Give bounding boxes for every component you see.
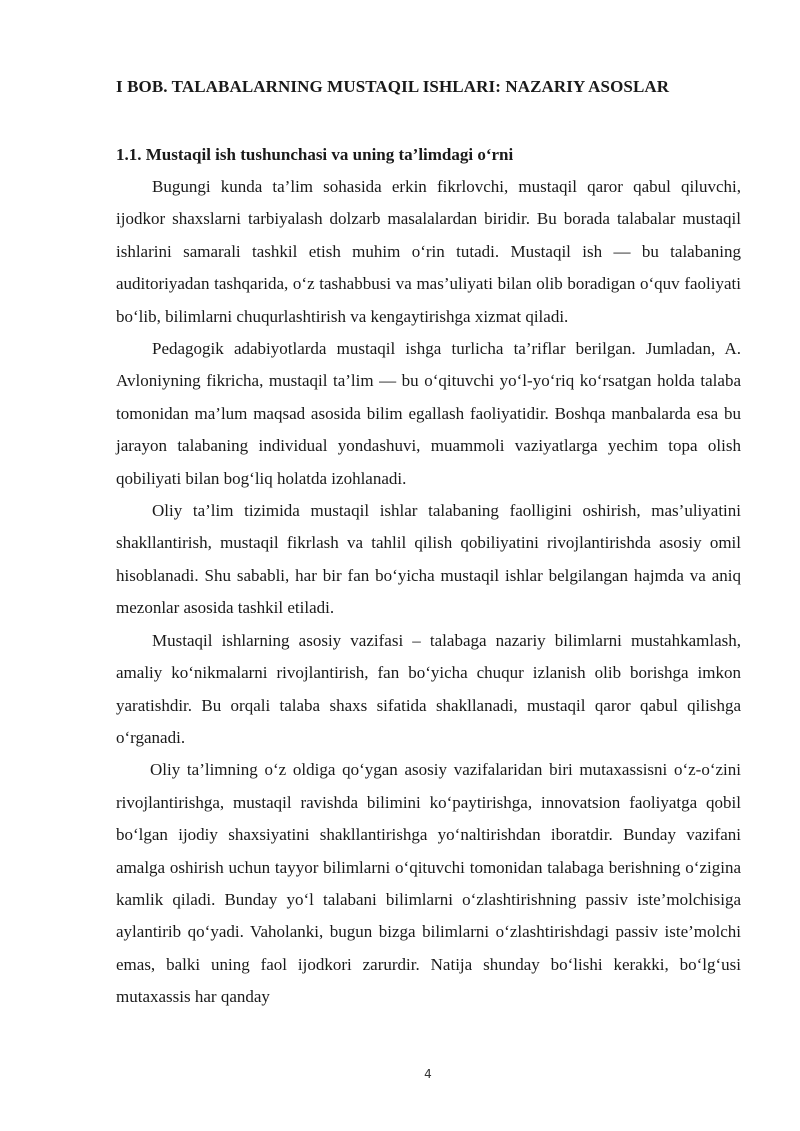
body-text (116, 171, 741, 1014)
paragraph-3: Oliy ta’lim tizimida mustaqil ishlar talabaning faolligini oshirish, mas’uliyatini shakllantirish, mustaqil fikrlash va tahlil qilish qobiliyatini rivojlantirishda asosiy omil hisoblanadi. Shu sababli, har bir fan bo‘yicha mustaqil ishlar belgilangan hajmda va aniq mezonlar asosida tashkil etiladi. (116, 501, 741, 618)
paragraph-2: Pedagogik adabiyotlarda mustaqil ishga turlicha ta’riflar berilgan. Jumladan, A. Avloniyning fikricha, mustaqil ta’lim — bu o‘qituvchi yo‘l-yo‘riq ko‘rsatgan holda talaba tomonidan ma’lum maqsad asosida bilim egallash faoliyatidir. Boshqa manbalarda esa bu jarayon talabaning individual yondashuvi, muammoli vaziyatlarga yechim topa olish qobiliyati bilan bog‘liq holatda izohlanadi. (116, 339, 741, 488)
paragraph-5: Oliy ta’limning o‘z oldiga qo‘ygan asosiy vazifalaridan biri mutaxassisni o‘z-o‘zini rivojlantirishga, mustaqil ravishda bilimini ko‘paytirishga, innovatsion faoliyatga qobil bo‘lgan ijodiy shaxsiyatini shakllantirishga yo‘naltirishdan iboratdir. Bunday vazifani amalga oshirish uchun tayyor bilimlarni o‘qituvchi tomonidan talabaga berishning o‘zigina kamlik qiladi. Bunday yo‘l talabani bilimlarni o‘zlashtirishning passiv iste’molchisiga aylantirib qo‘yadi. Vaholanki, bugun bizga bilimlarni o‘zlashtirishdagi passiv iste’molchi emas, balki uning faol ijodkori zarurdir. Natija shunday bo‘lishi kerakki, bo‘lg‘usi mutaxassis har qanday (116, 760, 741, 1007)
page-number: 4 (424, 1067, 432, 1081)
paragraph-1: Bugungi kunda ta’lim sohasida erkin fikrlovchi, mustaqil qaror qabul qiluvchi, ijodkor shaxslarni tarbiyalash dolzarb masalalardan biridir. Bu borada talabalar mustaqil ishlarini samarali tashkil etish muhim o‘rin tutadi. Mustaqil ish — bu talabaning auditoriyadan tashqarida, o‘z tashabbusi va mas’uliyati bilan olib boradigan o‘quv faoliyati bo‘lib, bilimlarni chuqurlashtirish va kengaytirishga xizmat qiladi. (116, 177, 741, 326)
paragraph-4: Mustaqil ishlarning asosiy vazifasi – talabaga nazariy bilimlarni mustahkamlash, amaliy ko‘nikmalarni rivojlantirish, fan bo‘yicha chuqur izlanish olib borishga imkon yaratishdir. Bu orqali talaba shaxs sifatida shakllanadi, mustaqil qaror qabul qilishga o‘rganadi. (116, 630, 741, 747)
chapter-title: I BOB. TALABALARNING MUSTAQIL ISHLARI: NAZARIY ASOSLAR (116, 77, 670, 96)
section-title: 1.1. Mustaqil ish tushunchasi va uning ta’limdagi o‘rni (116, 145, 514, 164)
